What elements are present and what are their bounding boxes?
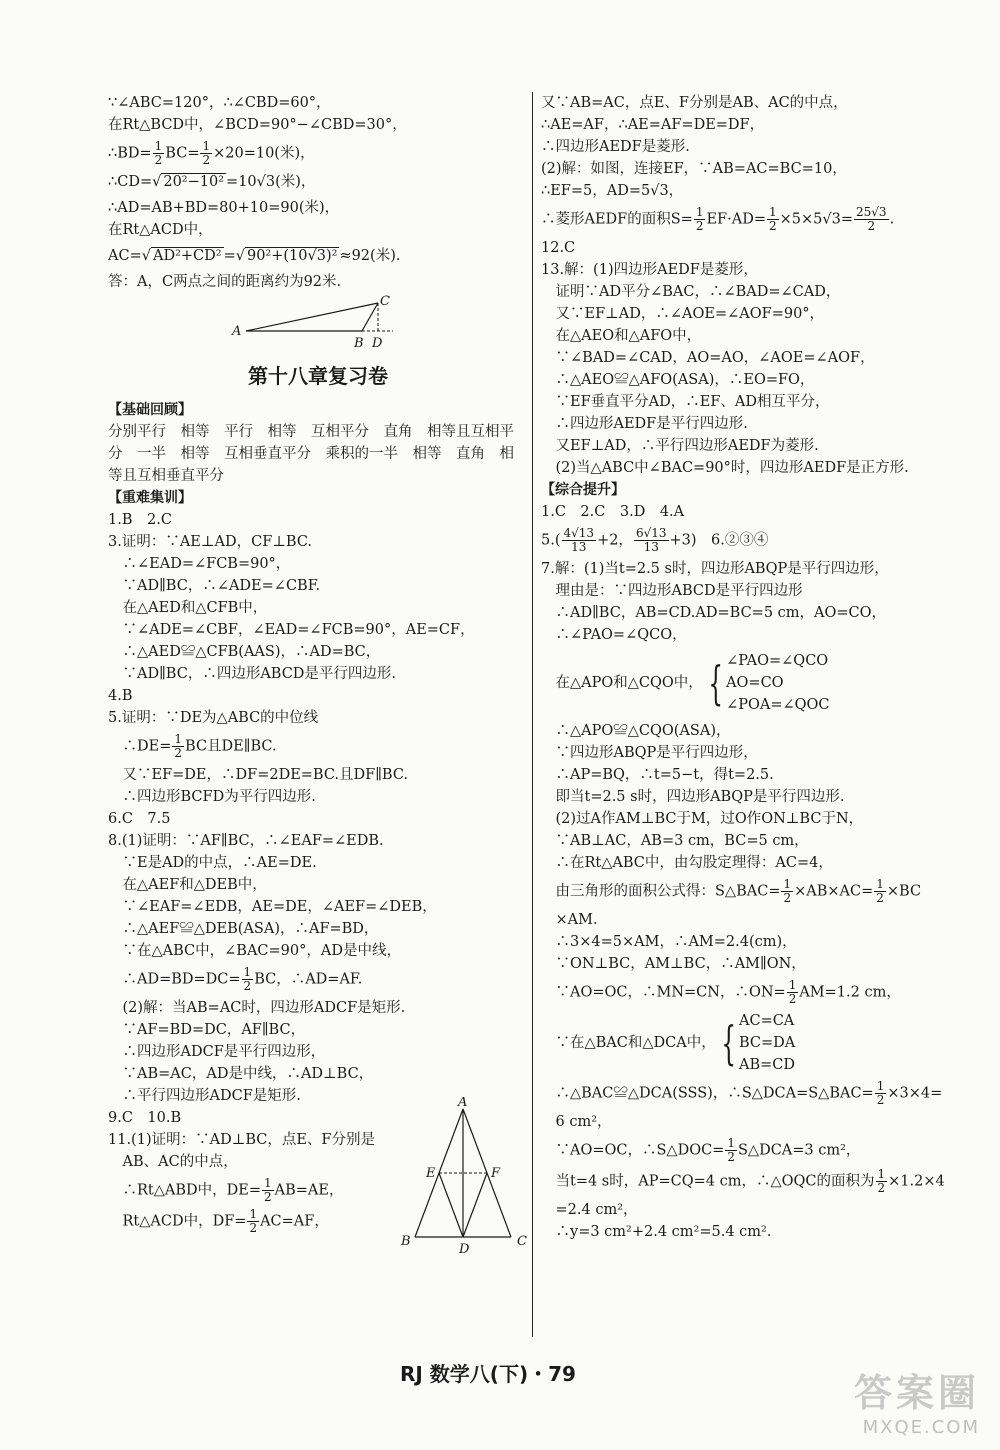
text-line: ∴四边形AEDF是平行四边形. — [541, 416, 748, 432]
fig2-label-b: B — [401, 1234, 411, 1249]
comp-answers-1-4: 1.C 2.C 3.D 4.A — [541, 504, 685, 520]
fraction-numerator: 1 — [174, 732, 183, 746]
q7-brace-bac — [541, 1010, 966, 1076]
sqrt-radicand: 20²−10² — [163, 174, 225, 190]
fraction-denominator: 2 — [249, 1221, 258, 1235]
text-run: 由三角形的面积公式得：S△BAC= — [541, 883, 781, 900]
fraction-denominator: 2 — [783, 891, 792, 905]
text-line: 13.解：(1)四边形AEDF是菱形， — [541, 262, 758, 278]
fraction-denominator: 2 — [877, 1181, 886, 1195]
text-line — [108, 245, 528, 267]
fraction-numerator: 1 — [264, 1176, 272, 1190]
right-column — [541, 92, 966, 1243]
text-line: ∴y=3 cm²+2.4 cm²=5.4 cm². — [541, 1224, 772, 1240]
text-run: =10√3(米)， — [226, 174, 316, 190]
text-line: 理由是：∵四边形ABCD是平行四边形 — [541, 583, 803, 599]
fraction — [787, 979, 799, 1006]
text-run: ∴DE= — [108, 738, 172, 755]
text-line: 12.C — [541, 240, 576, 256]
text-line: (2)当△ABC中∠BAC=90°时，四边形AEDF是正方形. — [541, 460, 909, 476]
brace-conditions — [726, 650, 829, 716]
text-run: ∴BD= — [108, 145, 152, 162]
text-run: . — [889, 211, 895, 228]
text-line: =2.4 cm²， — [541, 1202, 638, 1218]
text-line — [108, 140, 528, 167]
text-run: ∵AO=OC，∴S△DOC= — [541, 1142, 725, 1159]
text-run: BC= — [165, 145, 200, 162]
rhombus-area-line — [541, 206, 966, 233]
text-line: 在△AEF和△DEB中， — [108, 877, 267, 893]
text-line: ∴AE=AF，∴AE=AF=DE=DF， — [541, 117, 765, 133]
sqrt-sign: √ — [141, 248, 151, 264]
text-line: 9.C 10.B — [108, 1110, 182, 1126]
brace-system — [703, 650, 830, 716]
fig2-label-a: A — [458, 1097, 468, 1110]
fraction — [247, 1208, 259, 1235]
fig2-label-d: D — [459, 1242, 470, 1257]
text-line: ∴∠EAD=∠FCB=90°， — [108, 556, 291, 572]
text-line: ∴EF=5，AD=5√3， — [541, 183, 684, 199]
text-line: 在Rt△BCD中，∠BCD=90°−∠CBD=30°， — [108, 117, 407, 133]
fraction — [172, 733, 184, 760]
q7-sss-line — [541, 1080, 966, 1107]
text-run: 5.( — [541, 532, 561, 549]
text-run: ×20=10(米)， — [213, 145, 315, 162]
text-run: +2， — [597, 532, 633, 549]
text-line: ∵AD∥BC，∴∠ADE=∠CBF. — [108, 578, 321, 594]
fraction — [694, 206, 706, 233]
brace-condition: AC=CA — [739, 1013, 795, 1029]
text-run: ∴AD=BD=DC= — [108, 971, 241, 988]
fraction — [725, 1137, 737, 1164]
text-run: AC= — [108, 248, 142, 264]
text-line: 答：A，C两点之间的距离约为92米. — [108, 274, 342, 290]
comprehensive-heading: 【综合提升】 — [541, 482, 625, 498]
text-line: ∴∠PAO=∠QCO， — [541, 627, 687, 643]
text-run: ∴CD= — [108, 174, 153, 190]
q7-part-e — [541, 1199, 966, 1243]
chapter-title: 第十八章复习卷 — [248, 364, 388, 388]
fraction — [153, 140, 165, 167]
text-line: ∴平行四边形ADCF是矩形. — [108, 1088, 301, 1104]
fraction-numerator: 25√3 — [856, 205, 887, 219]
fig1-label-a: A — [232, 324, 242, 339]
text-run: EF·AD= — [706, 211, 766, 228]
text-run: ∴Rt△ABD中，DE= — [108, 1182, 262, 1199]
text-line: 在△AED和△CFB中， — [108, 600, 268, 616]
fraction-numerator: 1 — [249, 1207, 258, 1221]
q7-part-d — [541, 1111, 966, 1133]
left-brace: { — [708, 656, 723, 710]
text-line: 6.C 7.5 — [108, 811, 171, 827]
text-line: ∴△AEF≌△DEB(ASA)，∴AF=BD， — [108, 921, 379, 937]
text-line: ∵∠ABC=120°，∴∠CBD=60°， — [108, 95, 331, 111]
text-line: ∴AP=BQ，∴t=5−t，得t=2.5. — [541, 767, 774, 783]
text-line: ∴3×4=5×AM，∴AM=2.4(cm)， — [541, 934, 797, 950]
text-run: ×AB×AC= — [794, 883, 874, 900]
fig1-label-d: D — [372, 336, 383, 351]
sqrt-sign: √ — [235, 248, 245, 264]
text-line: 4.B — [108, 688, 133, 704]
fraction-denominator: 2 — [202, 153, 211, 167]
text-run: +3) 6.②③④ — [669, 532, 769, 549]
q7-part-c — [541, 909, 966, 975]
right-top-solution — [541, 92, 966, 202]
text-line: ∴四边形ADCF是平行四边形， — [108, 1044, 326, 1060]
text-line: ∴△AEO≌△AFO(ASA)，∴EO=FO， — [541, 372, 815, 388]
text-line: 在△AEO和△AFO中， — [541, 328, 702, 344]
text-line: ∴AD=AB+BD=80+10=90(米)， — [108, 200, 340, 216]
fraction-denominator: 13 — [571, 540, 587, 554]
fraction — [874, 878, 886, 905]
text-line: (2)解：当AB=AC时，四边形ADCF是矩形. — [108, 1000, 406, 1016]
text-run: BC，∴AD=AF. — [254, 971, 363, 988]
text-line: (2)过A作AM⊥BC于M，过O作ON⊥BC于N， — [541, 811, 864, 827]
fraction — [767, 206, 779, 233]
text-line: ∵∠EAF=∠EDB，AE=DE，∠AEF=∠DEB， — [108, 899, 437, 915]
fraction — [242, 966, 254, 993]
fraction-denominator: 2 — [695, 219, 704, 233]
brace-condition: AB=CD — [739, 1057, 795, 1073]
q8-fraction-line — [108, 966, 528, 993]
fraction-numerator: 1 — [154, 139, 163, 153]
text-line: 11.(1)证明：∵AD⊥BC，点E、F分别是 — [108, 1132, 375, 1148]
brace-system — [716, 1010, 796, 1076]
figure-acd-triangle — [228, 295, 408, 355]
fraction — [875, 1080, 887, 1107]
fraction-denominator: 2 — [788, 992, 797, 1006]
fraction-denominator: 2 — [876, 891, 884, 905]
fraction-denominator: 2 — [264, 1190, 272, 1204]
text-run: ≈92(米). — [339, 248, 401, 264]
text-run: ×5×5√3= — [779, 211, 853, 228]
text-line: ∵AB⊥AC，AB=3 cm，BC=5 cm， — [541, 833, 809, 849]
brace-condition: AO=CO — [726, 675, 784, 691]
text-line: 3.证明：∵AE⊥AD，CF⊥BC. — [108, 534, 313, 550]
fig1-label-c: C — [380, 295, 390, 309]
text-run: ×1.2×4 — [888, 1173, 945, 1190]
fig2-label-c: C — [517, 1234, 527, 1249]
brace-condition: BC=DA — [739, 1035, 796, 1051]
q7-area-formula — [541, 878, 966, 905]
watermark-logo — [854, 1362, 980, 1438]
text-line: ∵E是AD的中点，∴AE=DE. — [108, 855, 317, 871]
fraction-denominator: 2 — [154, 153, 163, 167]
fraction-numerator: 1 — [768, 205, 777, 219]
text-run: S△DCA=3 cm²， — [737, 1142, 861, 1159]
fig2-label-e: E — [426, 1166, 436, 1181]
text-line: 即当t=2.5 s时，四边形ABQP是平行四边形. — [541, 789, 845, 805]
text-line: 1.B 2.C — [108, 512, 172, 528]
fraction-denominator: 2 — [867, 219, 876, 233]
text-run: ∴菱形AEDF的面积S= — [541, 211, 693, 228]
text-line: 又∵EF=DE，∴DF=2DE=BC.且DF∥BC. — [108, 767, 409, 783]
watermark-url: MXQE.COM — [862, 1417, 980, 1438]
text-line — [108, 171, 528, 193]
fraction — [634, 527, 669, 554]
text-line: 8.(1)证明：∵AF∥BC，∴∠EAF=∠EDB. — [108, 833, 384, 849]
text-line: ∵∠ADE=∠CBF，∠EAD=∠FCB=90°，AE=CF， — [108, 622, 475, 638]
comp-answer-5-6 — [541, 527, 966, 554]
fraction — [262, 1177, 274, 1204]
fig1-label-b: B — [354, 336, 364, 351]
fraction-denominator: 13 — [643, 540, 659, 554]
fraction-numerator: 1 — [243, 965, 252, 979]
q12-q13-answers — [541, 237, 966, 479]
text-run: = — [223, 248, 236, 264]
text-run: AB=AE， — [274, 1182, 344, 1199]
text-line: 5.证明：∵DE为△ABC的中位线 — [108, 710, 319, 726]
fraction — [781, 878, 793, 905]
text-line: ∵AD∥BC，∴四边形ABCD是平行四边形. — [108, 666, 397, 682]
text-line: 又∵AB=AC，点E、F分别是AB、AC的中点， — [541, 95, 848, 111]
text-line: ∴AD∥BC，AB=CD.AD=BC=5 cm，AO=CO， — [541, 605, 887, 621]
text-line: AB、AC的中点， — [108, 1154, 238, 1170]
fraction-denominator: 2 — [768, 219, 777, 233]
text-line: ∵在△ABC中，∠BAC=90°，AD是中线， — [108, 943, 401, 959]
text-line: ∵AF=BD=DC，AF∥BC， — [108, 1022, 306, 1038]
fraction — [876, 1168, 888, 1195]
brace-intro: ∵在△BAC和△DCA中， — [541, 1035, 716, 1051]
q7-part-b — [541, 720, 966, 874]
left-brace: { — [721, 1016, 736, 1070]
fraction — [200, 140, 212, 167]
fraction-numerator: 1 — [876, 1079, 885, 1093]
text-line: 证明∵AD平分∠BAC，∴∠BAD=∠CAD， — [541, 284, 841, 300]
text-run: ∵AO=OC，∴MN=CN，∴ON= — [541, 984, 786, 1001]
brace-intro: 在△APO和△CQO中， — [541, 675, 703, 691]
text-run: ×3×4= — [887, 1085, 943, 1102]
left-top-solution — [108, 92, 528, 293]
basics-answers: 分别平行 相等 平行 相等 互相平分 直角 相等且互相平分 一半 相等 互相垂直平分 乘积的一半 相等 直角 相等且互相垂直平分 — [108, 424, 514, 484]
fraction — [854, 206, 889, 233]
fraction-numerator: 1 — [202, 139, 211, 153]
text-run: AM=1.2 cm， — [799, 984, 901, 1001]
fraction-denominator: 2 — [174, 746, 183, 760]
q7-part-a — [541, 558, 966, 646]
sqrt-radicand: 90²+(10√3)² — [246, 248, 338, 264]
text-line: 在Rt△ACD中， — [108, 222, 213, 238]
text-run: AC=AF， — [260, 1213, 329, 1230]
text-line: ∵四边形ABQP是平行四边形， — [541, 745, 758, 761]
brace-conditions — [739, 1010, 795, 1076]
q7-on-line — [541, 979, 966, 1006]
text-run: Rt△ACD中，DF= — [108, 1213, 247, 1230]
training-heading: 【重难集训】 — [108, 490, 192, 506]
fraction-denominator: 2 — [243, 979, 252, 993]
fraction-numerator: 1 — [727, 1136, 735, 1150]
text-line: ∵EF垂直平分AD，∴EF、AD相互平分， — [541, 394, 830, 410]
text-run: ∴△BAC≌△DCA(SSS)，∴S△DCA=S△BAC= — [541, 1085, 874, 1102]
text-line: ∴四边形AEDF是菱形. — [541, 139, 690, 155]
text-line: ×AM. — [541, 912, 598, 928]
text-line: (2)解：如图，连接EF，∵AB=AC=BC=10， — [541, 161, 847, 177]
text-line: ∵ON⊥BC，AM⊥BC，∴AM∥ON， — [541, 956, 806, 972]
sqrt-sign: √ — [152, 174, 162, 190]
watermark-text: 答案圈 — [853, 1371, 980, 1415]
fraction-numerator: 4√13 — [563, 526, 595, 540]
sqrt-radicand: AD²+CD² — [152, 248, 222, 264]
training-answers-a — [108, 509, 528, 729]
figure-rhombus-triangle — [393, 1097, 543, 1257]
fraction-numerator: 1 — [876, 877, 884, 891]
left-column — [108, 92, 528, 1257]
text-line: 又EF⊥AD，∴平行四边形AEDF为菱形. — [541, 438, 819, 454]
q7-brace-apo — [541, 650, 966, 716]
fig2-label-f: F — [491, 1166, 501, 1181]
text-run: 当t=4 s时，AP=CQ=4 cm，∴△OQC的面积为 — [541, 1173, 875, 1190]
training-answers-b — [108, 764, 528, 962]
brace-condition: ∠POA=∠QOC — [726, 697, 830, 713]
text-run: ×BC — [886, 883, 922, 900]
fraction-denominator: 2 — [876, 1093, 885, 1107]
text-run: BC且DE∥BC. — [185, 738, 277, 755]
fraction-numerator: 1 — [877, 1167, 886, 1181]
fraction-numerator: 6√13 — [635, 526, 667, 540]
q5-fraction-line — [108, 733, 528, 760]
brace-condition: ∠PAO=∠QCO — [726, 653, 829, 669]
q7-t4-line — [541, 1168, 966, 1195]
page-footer: RJ 数学八(下)・79 — [400, 1362, 576, 1386]
text-line: 6 cm²， — [541, 1114, 612, 1130]
text-line: 又∵EF⊥AD，∴∠AOE=∠AOF=90°， — [541, 306, 825, 322]
text-line: ∴△AED≌△CFB(AAS)，∴AD=BC， — [108, 644, 381, 660]
text-line: ∴△APO≌△CQO(ASA)， — [541, 723, 731, 739]
basics-heading: 【基础回顾】 — [108, 402, 192, 418]
fraction-numerator: 1 — [788, 978, 797, 992]
text-line: ∵AB=AC，AD是中线，∴AD⊥BC， — [108, 1066, 374, 1082]
text-line: ∵∠BAD=∠CAD，AO=AO，∠AOE=∠AOF， — [541, 350, 875, 366]
fraction-numerator: 1 — [783, 877, 792, 891]
text-line: 7.解：(1)当t=2.5 s时，四边形ABQP是平行四边形， — [541, 561, 889, 577]
fraction-numerator: 1 — [695, 205, 704, 219]
text-line: ∴四边形BCFD为平行四边形. — [108, 789, 316, 805]
text-line: ∴在Rt△ABC中，由勾股定理得：AC=4， — [541, 855, 833, 871]
q7-doc-line — [541, 1137, 966, 1164]
fraction — [562, 527, 597, 554]
fraction-denominator: 2 — [727, 1150, 735, 1164]
